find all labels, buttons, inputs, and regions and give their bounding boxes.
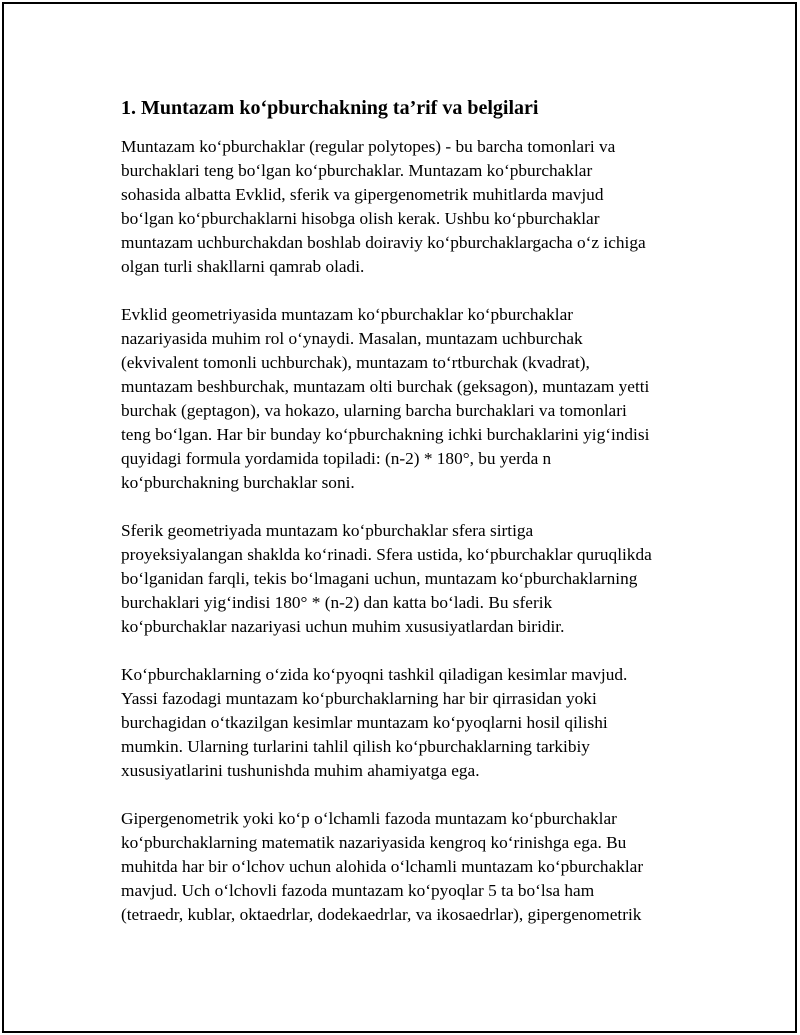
text-line: Gipergenometrik yoki ko‘p o‘lchamli fazoda muntazam ko‘pburchaklar [121,809,617,828]
text-line: burchagidan o‘tkazilgan kesimlar muntazam ko‘pyoqlarni hosil qilishi [121,713,608,732]
document-page [2,2,797,1033]
text-line: Sferik geometriyada muntazam ko‘pburchaklar sfera sirtiga [121,521,534,540]
text-line: bo‘lgan ko‘pburchaklarni hisobga olish kerak. Ushbu ko‘pburchaklar [121,209,600,228]
text-line: burchak (geptagon), va hokazo, ularning barcha burchaklari va tomonlari [121,401,627,420]
section-title: 1. Muntazam ko‘pburchakning ta’rif va belgilari [121,97,539,119]
text-line: quyidagi formula yordamida topiladi: (n-2) * 180°, bu yerda n [121,449,552,468]
text-line: teng bo‘lgan. Har bir bunday ko‘pburchakning ichki burchaklarini yig‘indisi [121,425,650,444]
text-line: Evklid geometriyasida muntazam ko‘pburchaklar ko‘pburchaklar [121,305,574,324]
paragraph-higher-dimensions [121,807,701,927]
text-line: bo‘lganidan farqli, tekis bo‘lmagani uchun, muntazam ko‘pburchaklarning [121,569,638,588]
text-line: sohasida albatta Evklid, sferik va gipergenometrik muhitlarda mavjud [121,185,604,204]
paragraph-euclidean [121,303,701,495]
text-line: xususiyatlarini tushunishda muhim ahamiyatga ega. [121,761,480,780]
text-line: mavjud. Uch o‘lchovli fazoda muntazam ko‘pyoqlar 5 ta bo‘lsa ham [121,881,595,900]
text-line: ko‘pburchaklarning matematik nazariyasida kengroq ko‘rinishga ega. Bu [121,833,627,852]
text-line: ko‘pburchaklar nazariyasi uchun muhim xususiyatlardan biridir. [121,617,565,636]
text-line: Muntazam ko‘pburchaklar (regular polytopes) - bu barcha tomonlari va [121,137,616,156]
text-line: mumkin. Ularning turlarini tahlil qilish ko‘pburchaklarning tarkibiy [121,737,590,756]
text-line: proyeksiyalangan shaklda ko‘rinadi. Sfera ustida, ko‘pburchaklar quruqlikda [121,545,652,564]
text-line: nazariyasida muhim rol o‘ynaydi. Masalan, muntazam uchburchak [121,329,583,348]
text-line: burchaklari yig‘indisi 180° * (n-2) dan katta bo‘ladi. Bu sferik [121,593,553,612]
paragraph-sections [121,663,701,783]
text-line: muntazam beshburchak, muntazam olti burchak (geksagon), muntazam yetti [121,377,650,396]
text-line: (tetraedr, kublar, oktaedrlar, dodekaedrlar, va ikosaedrlar), gipergenometrik [121,905,642,924]
text-line: Ko‘pburchaklarning o‘zida ko‘pyoqni tashkil qiladigan kesimlar mavjud. [121,665,628,684]
text-line: muntazam uchburchakdan boshlab doiraviy ko‘pburchaklargacha o‘z ichiga [121,233,646,252]
text-line: burchaklari teng bo‘lgan ko‘pburchaklar. Muntazam ko‘pburchaklar [121,161,593,180]
text-line: Yassi fazodagi muntazam ko‘pburchaklarning har bir qirrasidan yoki [121,689,597,708]
text-line: muhitda har bir o‘lchov uchun alohida o‘lchamli muntazam ko‘pburchaklar [121,857,644,876]
document-body [121,92,701,927]
text-line: ko‘pburchakning burchaklar soni. [121,473,355,492]
text-line: olgan turli shakllarni qamrab oladi. [121,257,365,276]
text-line: (ekvivalent tomonli uchburchak), muntazam to‘rtburchak (kvadrat), [121,353,590,372]
paragraph-intro [121,135,701,279]
paragraph-spherical [121,519,701,639]
